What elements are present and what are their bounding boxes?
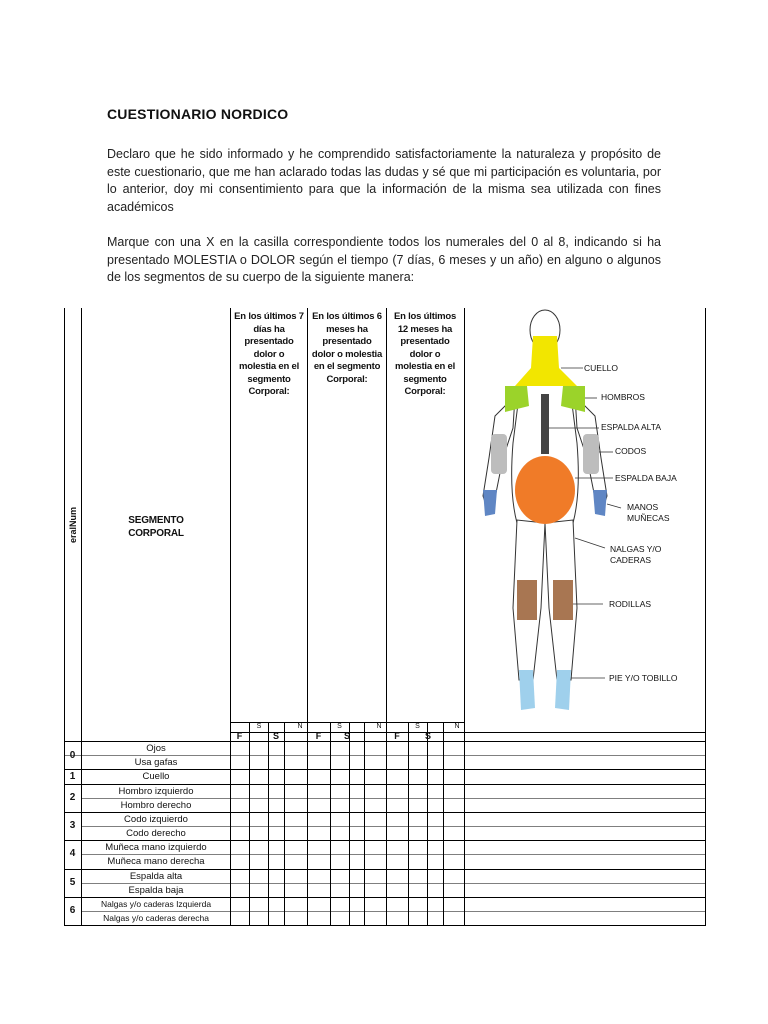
col-marker: N — [376, 723, 382, 730]
row-number: 1 — [69, 771, 76, 782]
rotated-numeral-label: eralNum — [68, 507, 78, 544]
row-number: 5 — [69, 877, 76, 888]
label-cuello: CUELLO — [584, 363, 619, 373]
sub-header-s: S — [424, 731, 431, 741]
sub-header-f: F — [236, 731, 243, 741]
period-header-6-months: En los últimos 6 meses ha presentado dolor o molestia en el segmento Corporal: — [311, 311, 383, 385]
hand-right-region — [593, 490, 607, 516]
row-label: Hombro derecho — [120, 800, 192, 811]
sub-header-f: F — [394, 731, 400, 741]
foot-left-region — [519, 670, 535, 710]
row-label: Nalgas y/o caderas Izquierda — [100, 899, 212, 909]
neck-region — [515, 336, 577, 386]
sub-header-s: S — [343, 731, 350, 741]
row-label: Muñeca mano derecha — [107, 856, 205, 867]
elbow-right-region — [583, 434, 599, 474]
lower-back-region — [515, 456, 575, 524]
spine-region — [541, 394, 549, 454]
knee-right-region — [553, 580, 573, 620]
label-espalda-alta: ESPALDA ALTA — [601, 422, 662, 432]
sub-header-s: S — [272, 731, 279, 741]
label-nalgas: NALGAS Y/O CADERAS — [610, 544, 662, 565]
row-label: Hombro izquierdo — [118, 786, 194, 797]
sub-header-f: F — [315, 731, 322, 741]
row-label: Codo izquierdo — [124, 814, 188, 825]
row-number: 6 — [69, 905, 76, 916]
period-header-12-months: En los últimos 12 meses ha presentado dolor o molestia en el segmento Corporal: — [393, 311, 457, 397]
questionnaire-table — [64, 308, 706, 926]
row-label: Espalda baja — [128, 885, 184, 896]
label-pie: PIE Y/O TOBILLO — [609, 673, 678, 683]
foot-right-region — [555, 670, 571, 710]
row-label: Muñeca mano izquierdo — [105, 842, 207, 853]
segment-header: SEGMENTO CORPORAL — [128, 515, 184, 539]
row-label: Codo derecho — [126, 828, 186, 839]
row-number: 3 — [69, 820, 76, 831]
period-header-7-days: En los últimos 7 días ha presentado dolor o molestia en el segmento Corporal: — [234, 311, 304, 397]
consent-paragraph: Declaro que he sido informado y he comprendido satisfactoriamente la naturaleza y propósito de este cuestionario, que me han aclarado todas las dudas y sé que mi participación es voluntaria, por lo anterior, doy mi consentimiento para que la información de la misma sea utilizada con fines académicos — [107, 147, 661, 214]
row-label: Usa gafas — [134, 757, 178, 768]
hand-left-region — [483, 490, 497, 516]
elbow-left-region — [491, 434, 507, 474]
row-number: 2 — [69, 792, 76, 803]
label-manos: MANOS MUÑECAS — [627, 502, 670, 523]
col-marker: N — [297, 723, 303, 730]
label-rodillas: RODILLAS — [609, 599, 652, 609]
row-label: Cuello — [142, 771, 170, 782]
knee-left-region — [517, 580, 537, 620]
col-marker: N — [454, 723, 460, 730]
row-label: Espalda alta — [129, 871, 183, 882]
document-title: CUESTIONARIO NORDICO — [107, 106, 289, 122]
row-label: Ojos — [146, 743, 166, 754]
row-number: 4 — [69, 848, 76, 859]
col-marker: S — [256, 723, 262, 730]
label-espalda-baja: ESPALDA BAJA — [615, 473, 677, 483]
col-marker: S — [337, 723, 342, 730]
row-label: Nalgas y/o caderas derecha — [103, 913, 209, 923]
label-codos: CODOS — [615, 446, 647, 456]
instructions-paragraph: Marque con una X en la casilla correspondiente todos los numerales del 0 al 8, indicando si ha presentado MOLESTIA o DOLOR según el tiempo (7 días, 6 meses y un año) en alguno o algunos de los segmentos de su cuerpo de la siguiente manera: — [107, 235, 661, 284]
label-hombros: HOMBROS — [601, 392, 645, 402]
col-marker: S — [415, 723, 420, 730]
row-number: 0 — [69, 750, 76, 761]
